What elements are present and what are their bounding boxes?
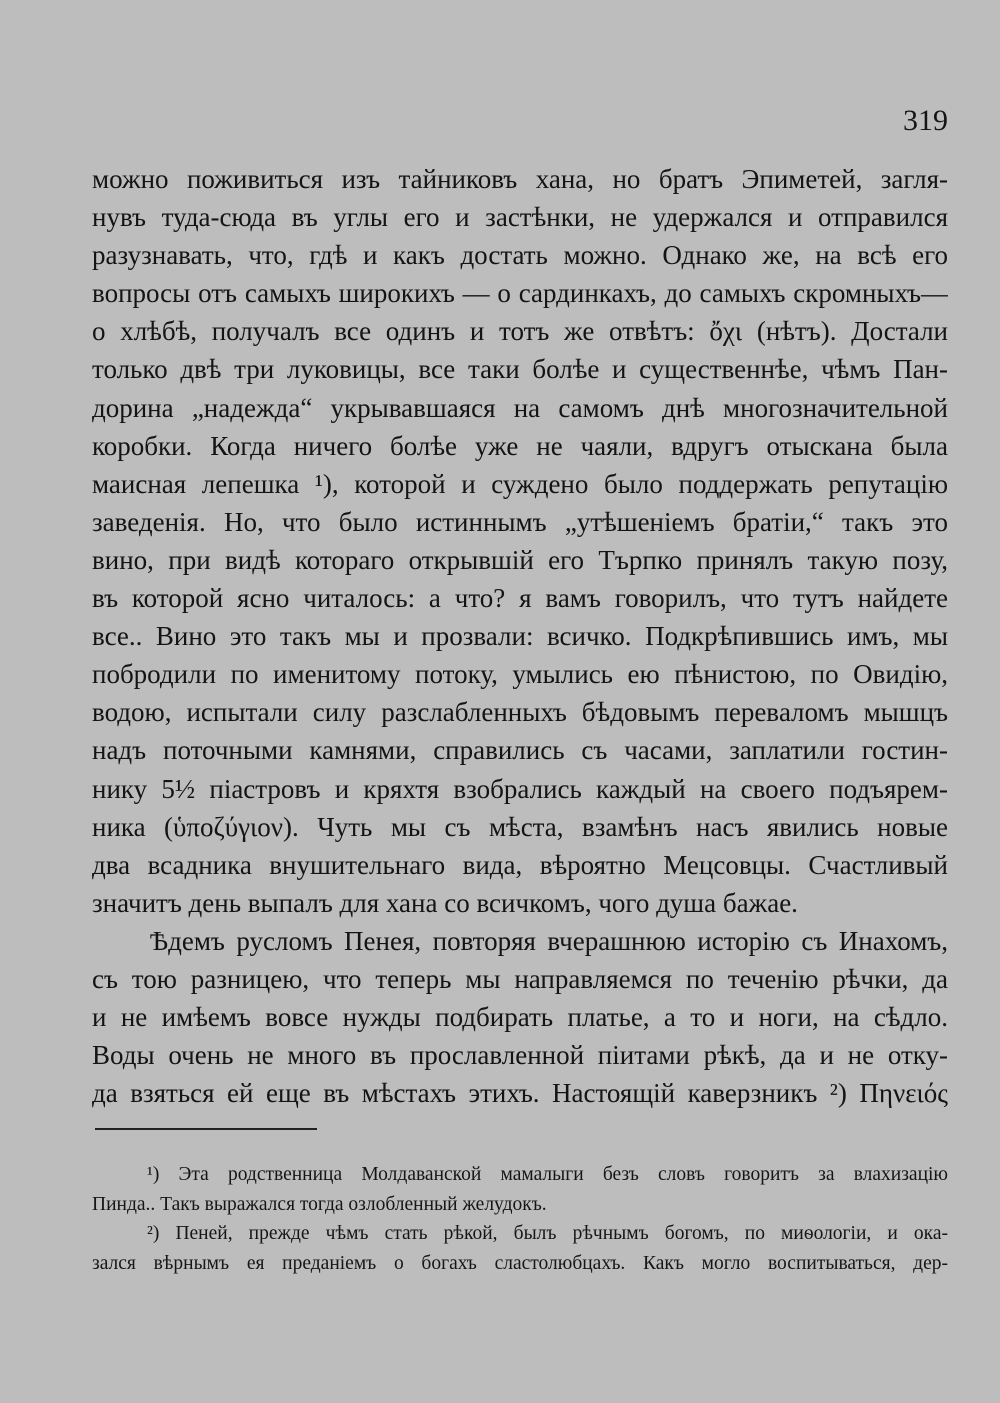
- text-line: все.. Вино это такъ мы и прозвали: всичко. Подкрѣпившись имъ, мы: [92, 621, 948, 652]
- footnote-line: Пинда.. Такъ выражался тогда озлобленный желудокъ.: [92, 1193, 547, 1215]
- footnote-line: зался вѣрнымъ ея преданіемъ о богахъ сластолюбцахъ. Какъ могло воспитываться, дер-: [92, 1252, 948, 1274]
- text-line: вино, при видѣ котораго открывшій его Търпко принялъ такую позу,: [92, 544, 948, 575]
- footnote-line: ¹) Эта родственница Молдаванской мамалыги безъ словъ говоритъ за влахизацію: [147, 1164, 948, 1185]
- text-line: надъ поточными камнями, справились съ часами, заплатили гостин-: [92, 735, 948, 766]
- text-line: о хлѣбѣ, получалъ все одинъ и тотъ же отвѣтъ: ὄχι (нѣтъ). Достали: [92, 316, 948, 347]
- text-line: коробки. Когда ничего болѣе уже не чаяли, вдругъ отыскана была: [92, 430, 948, 461]
- text-line: Воды очень не много въ прославленной пiитами рѣкѣ, да и не отку-: [92, 1040, 948, 1071]
- text-line: ника (ὑποζύγιον). Чуть мы съ мѣста, взамѣнъ насъ явились новые: [92, 811, 948, 842]
- main-text: [92, 160, 948, 1112]
- text-line: два всадника внушительнаго вида, вѣроятно Мецcовцы. Счастливый: [92, 849, 948, 880]
- footnote-separator: [95, 1128, 317, 1130]
- paragraph-end-line: значитъ день выпалъ для хана со всичкомъ, чого душа бажае.: [92, 887, 798, 918]
- text-line: заведенія. Но, что было истиннымъ „утѣшеніемъ братіи,“ такъ это: [92, 506, 948, 537]
- text-line: только двѣ три луковицы, все таки болѣе и существеннѣе, чѣмъ Пан-: [92, 354, 948, 385]
- text-line: и не имѣемъ вовсе нужды подбирать платье, а то и ноги, на сѣдло.: [92, 1002, 948, 1033]
- text-line: можно поживиться изъ тайниковъ хана, но братъ Эпиметей, загля-: [92, 164, 948, 194]
- paragraph-start-line: Ѣдемъ русломъ Пенея, повторяя вчерашнюю исторію съ Инахомъ,: [150, 925, 948, 956]
- page-number: 319: [903, 104, 948, 137]
- text-line: нику 5½ піастровъ и кряхтя взобрались каждый на своего подъярем-: [92, 773, 948, 804]
- footnote-line: ²) Пеней, прежде чѣмъ стать рѣкой, былъ рѣчнымъ богомъ, по миѳологіи, и ока-: [147, 1223, 948, 1244]
- text-line: съ тою разницею, что теперь мы направляемся по теченію рѣчки, да: [92, 963, 948, 994]
- text-line: да взяться ей еще въ мѣстахъ этихъ. Настоящій каверзникъ ²) Πηνειός: [92, 1078, 948, 1109]
- text-line: въ которой ясно читалось: а что? я вамъ говорилъ, что тутъ найдете: [92, 583, 948, 614]
- text-line: побродили по именитому потоку, умылись ею пѣнистою, по Овидію,: [92, 659, 948, 690]
- footnotes: [92, 1160, 948, 1278]
- text-line: водою, испытали силу разслабленныхъ бѣдовымъ перевaломъ мышцъ: [92, 697, 948, 728]
- text-line: маисная лепешка ¹), которой и суждено было поддержать репутацію: [92, 468, 948, 499]
- text-line: дорина „надежда“ укрывавшаяся на самомъ днѣ многозначительной: [92, 392, 948, 423]
- text-line: вопросы отъ самыхъ широкихъ — о сардинкахъ, до самыхъ скромныхъ—: [92, 278, 948, 309]
- text-line: нувъ туда-сюда въ углы его и застѣнки, не удержался и отправился: [92, 202, 948, 233]
- text-line: разузнавать, что, гдѣ и какъ достать можно. Однако же, на всѣ его: [92, 240, 948, 271]
